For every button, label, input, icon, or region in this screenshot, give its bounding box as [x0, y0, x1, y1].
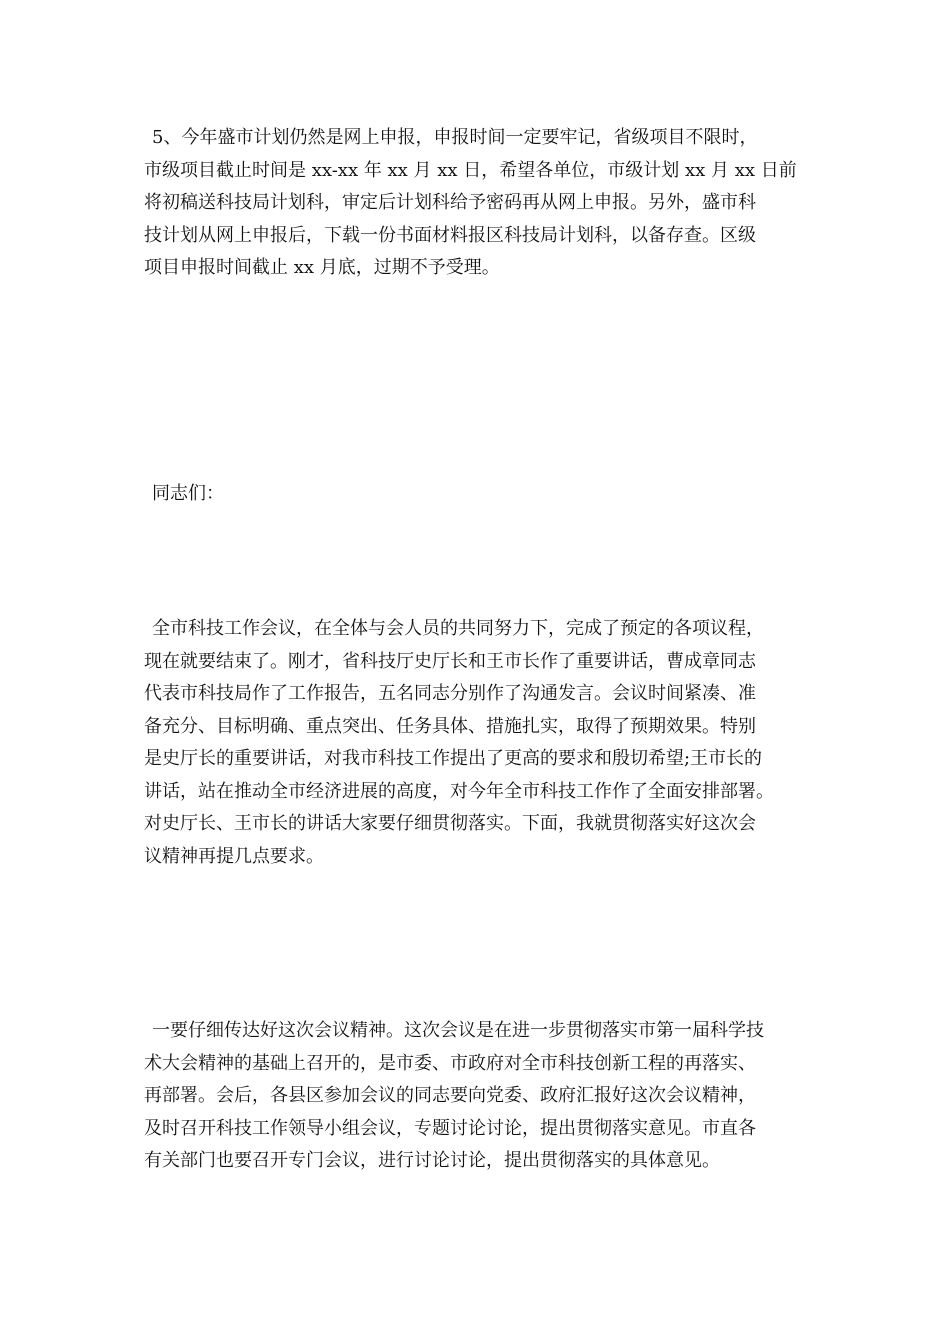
paragraph-line: 及时召开科技工作领导小组会议，专题讨论讨论，提出贯彻落实意见。市直各 [144, 1117, 756, 1139]
paragraph-line: 全市科技工作会议，在全体与会人员的共同努力下，完成了预定的各项议程， [152, 618, 764, 639]
paragraph-salutation [144, 478, 816, 511]
paragraph-line: 对史厅长、王市长的讲话大家要仔细贯彻落实。下面，我就贯彻落实好这次会 [144, 813, 756, 834]
paragraph-line: 是史厅长的重要讲话，对我市科技工作提出了更高的要求和殷切希望;王市长的 [144, 748, 763, 769]
paragraph-requirement-one [144, 1015, 816, 1178]
paragraph-line: 讲话，站在推动全市经济进展的高度，对今年全市科技工作作了全面安排部署。 [144, 780, 774, 802]
paragraph-line: 代表市科技局作了工作报告，五名同志分别作了沟通发言。会议时间紧凑、准 [144, 683, 756, 704]
paragraph-line: 项目申报时间截止 xx 月底，过期不予受理。 [144, 257, 500, 278]
paragraph-meeting-summary [144, 613, 816, 873]
paragraph-line: 议精神再提几点要求。 [144, 845, 324, 867]
paragraph-line: 一要仔细传达好这次会议精神。这次会议是在进一步贯彻落实市第一届科学技 [152, 1020, 764, 1041]
paragraph-line: 市级项目截止时间是 xx-xx 年 xx 月 xx 日，希望各单位，市级计划 xx 月 xx 日前 [144, 159, 797, 181]
paragraph-line: 同志们： [152, 483, 224, 504]
paragraph-line: 技计划从网上申报后，下载一份书面材料报区科技局计划科，以备存查。区级 [144, 224, 756, 246]
paragraph-line: 将初稿送科技局计划科，审定后计划科给予密码再从网上申报。另外，盛市科 [144, 192, 756, 213]
paragraph-line: 备充分、目标明确、重点突出、任务具体、措施扎实，取得了预期效果。特别 [144, 715, 756, 737]
paragraph-line: 有关部门也要召开专门会议，进行讨论讨论，提出贯彻落实的具体意见。 [144, 1150, 720, 1171]
paragraph-line: 现在就要结束了。刚才，省科技厅史厅长和王市长作了重要讲话，曹成章同志 [144, 650, 756, 672]
paragraph-line: 5、今年盛市计划仍然是网上申报，申报时间一定要牢记，省级项目不限时， [152, 127, 758, 148]
paragraph-line: 术大会精神的基础上召开的，是市委、市政府对全市科技创新工程的再落实、 [144, 1052, 756, 1074]
paragraph-application-deadline [144, 122, 816, 285]
paragraph-line: 再部署。会后，各县区参加会议的同志要向党委、政府汇报好这次会议精神， [144, 1085, 756, 1106]
